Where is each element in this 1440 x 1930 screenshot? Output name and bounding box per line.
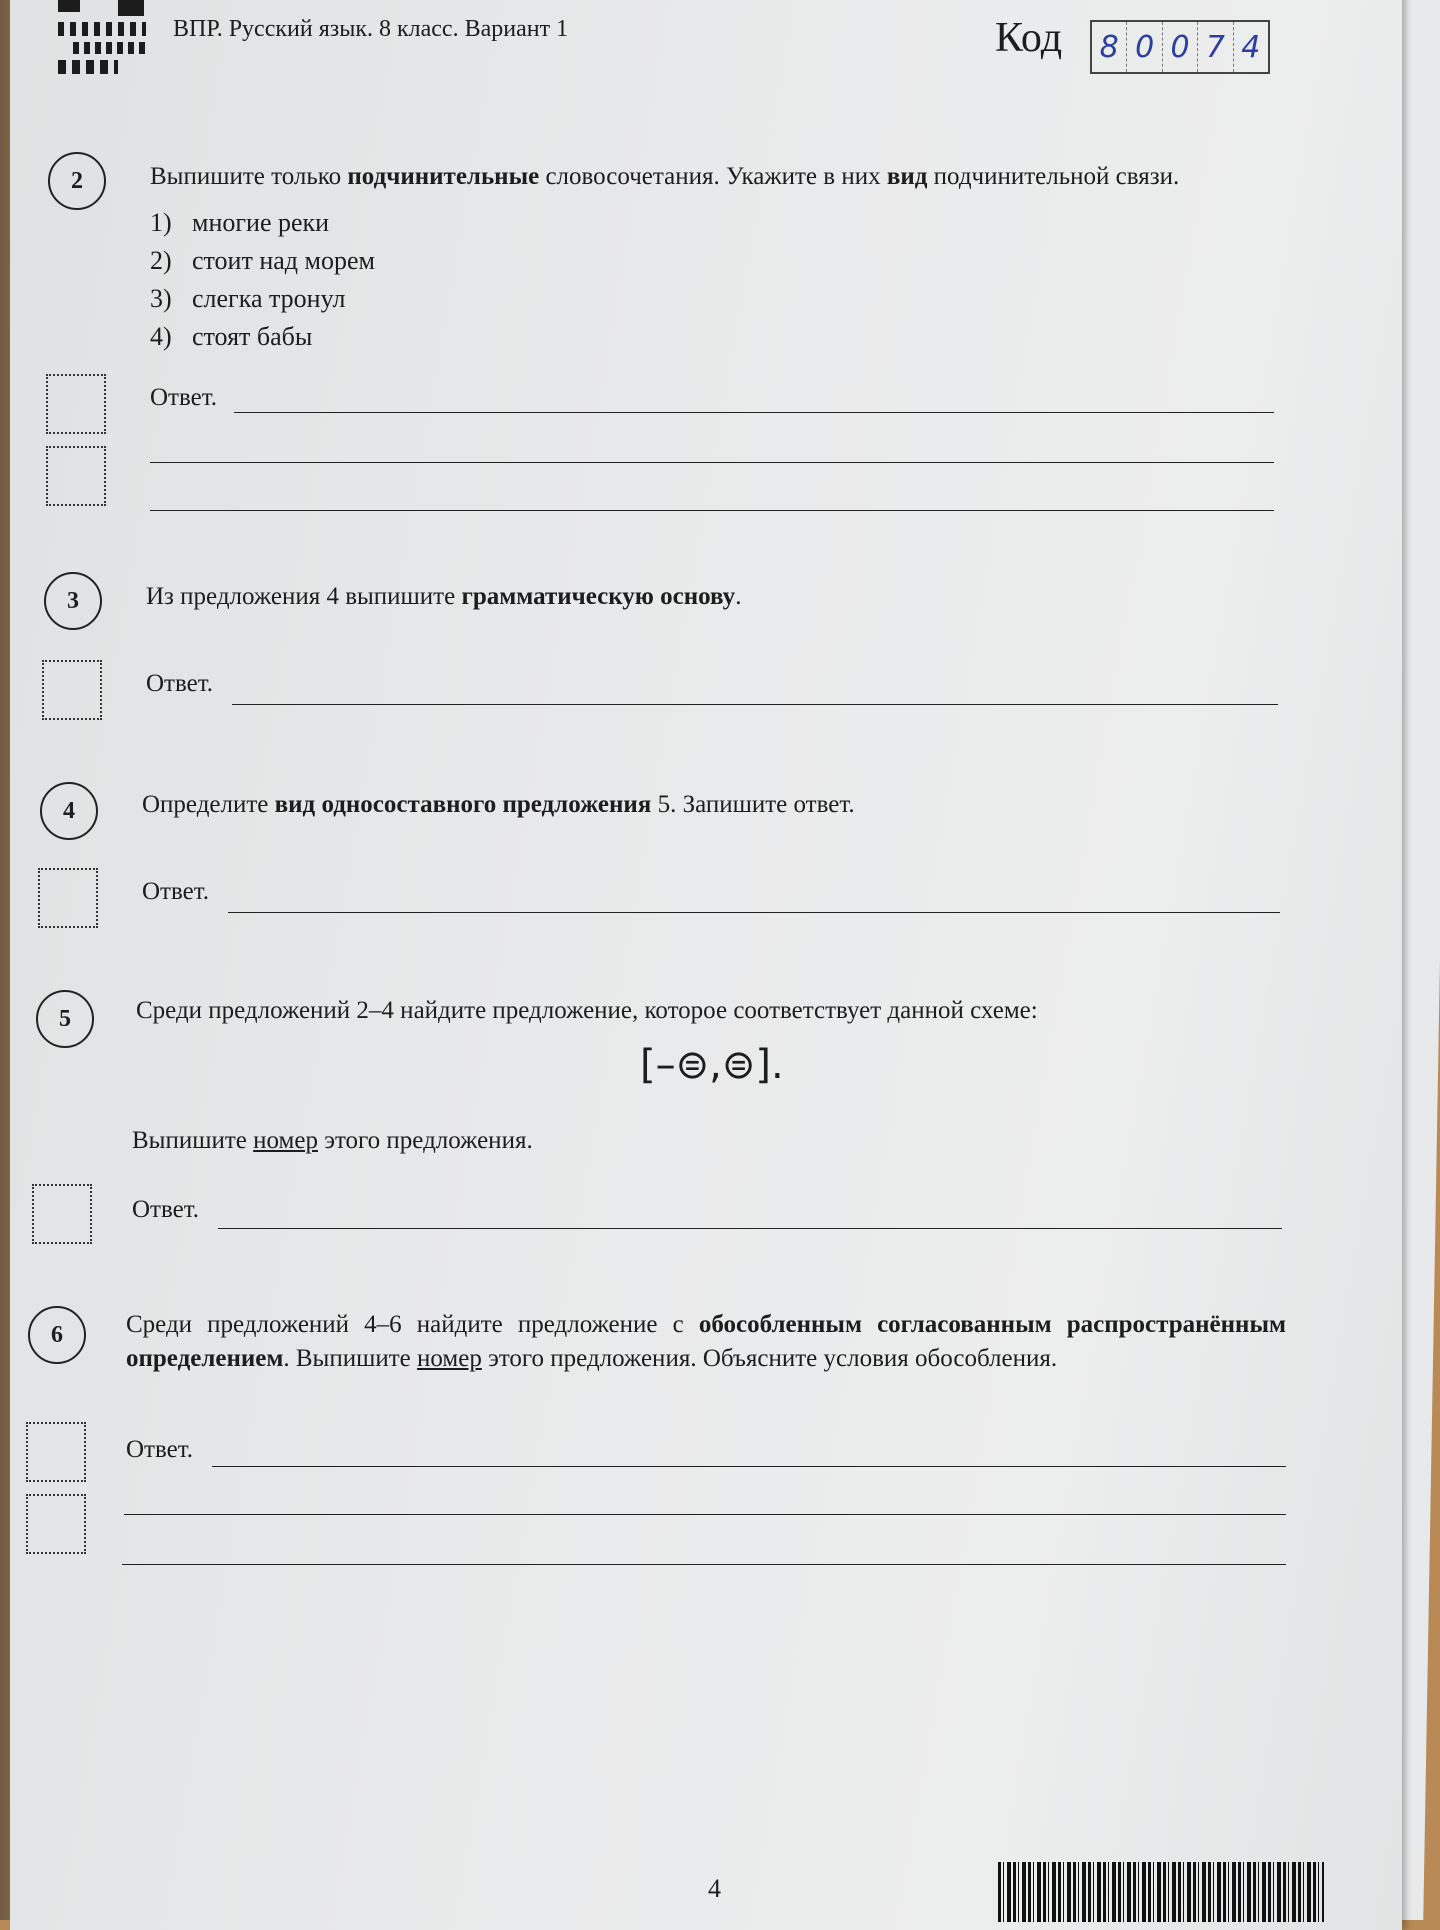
code-digit: 0 — [1127, 22, 1162, 72]
sentence-schema: [–⊜,⊜]. — [640, 1042, 784, 1088]
answer-line[interactable] — [212, 1466, 1286, 1467]
task-2-text: Выпишите только подчинительные словосочетания. Укажите в них вид подчинительной связи. — [150, 163, 1180, 190]
answer-line[interactable] — [122, 1564, 1286, 1565]
task-4-text: Определите вид односоставного предложения 5. Запишите ответ. — [142, 791, 855, 818]
page-number: 4 — [708, 1874, 721, 1903]
list-item: 2) стоит над морем — [150, 246, 375, 275]
exam-page — [10, 0, 1402, 1930]
task-number-circle: 2 — [48, 152, 106, 210]
answer-line[interactable] — [234, 412, 1274, 413]
code-label: Код — [995, 15, 1063, 61]
answer-line[interactable] — [228, 912, 1280, 913]
page-header-title: ВПР. Русский язык. 8 класс. Вариант 1 — [173, 16, 569, 42]
answer-label: Ответ. — [146, 670, 214, 697]
answer-label: Ответ. — [142, 878, 210, 905]
answer-line[interactable] — [150, 462, 1274, 463]
answer-line[interactable] — [150, 510, 1274, 511]
score-box[interactable] — [32, 1184, 92, 1244]
task-number-circle: 4 — [40, 782, 98, 840]
score-box[interactable] — [26, 1422, 86, 1482]
answer-line[interactable] — [218, 1228, 1282, 1229]
code-digit: 0 — [1163, 22, 1198, 72]
code-field[interactable] — [1090, 20, 1270, 74]
answer-label: Ответ. — [126, 1436, 194, 1463]
answer-line[interactable] — [232, 704, 1278, 705]
task-5-instruction: Выпишите номер этого предложения. — [132, 1127, 533, 1154]
task-5-text: Среди предложений 2–4 найдите предложение, которое соответствует данной схеме: — [136, 997, 1038, 1024]
task-number-circle: 6 — [28, 1306, 86, 1364]
task-3-text: Из предложения 4 выпишите грамматическую основу. — [146, 583, 742, 610]
list-item: 4) стоят бабы — [150, 322, 313, 351]
task-6-text: Среди предложений 4–6 найдите предложение с обособленным согласованным распространённым определением. Выпишите номер этого предложения. Объясните условия обособления. — [126, 1311, 1286, 1372]
code-digit: 4 — [1241, 29, 1261, 65]
score-box[interactable] — [26, 1494, 86, 1554]
qr-code-icon — [58, 0, 146, 74]
score-box[interactable] — [46, 374, 106, 434]
barcode-icon — [998, 1862, 1324, 1922]
answer-label: Ответ. — [150, 384, 218, 411]
list-item: 1) многие реки — [150, 208, 330, 237]
answer-label: Ответ. — [132, 1196, 200, 1223]
task-number-circle: 3 — [44, 572, 102, 630]
score-box[interactable] — [46, 446, 106, 506]
answer-line[interactable] — [124, 1514, 1286, 1515]
list-item: 3) слегка тронул — [150, 284, 346, 313]
code-digit: 8 — [1092, 22, 1127, 72]
code-digit: 7 — [1198, 22, 1233, 72]
score-box[interactable] — [42, 660, 102, 720]
score-box[interactable] — [38, 868, 98, 928]
task-number-circle: 5 — [36, 990, 94, 1048]
